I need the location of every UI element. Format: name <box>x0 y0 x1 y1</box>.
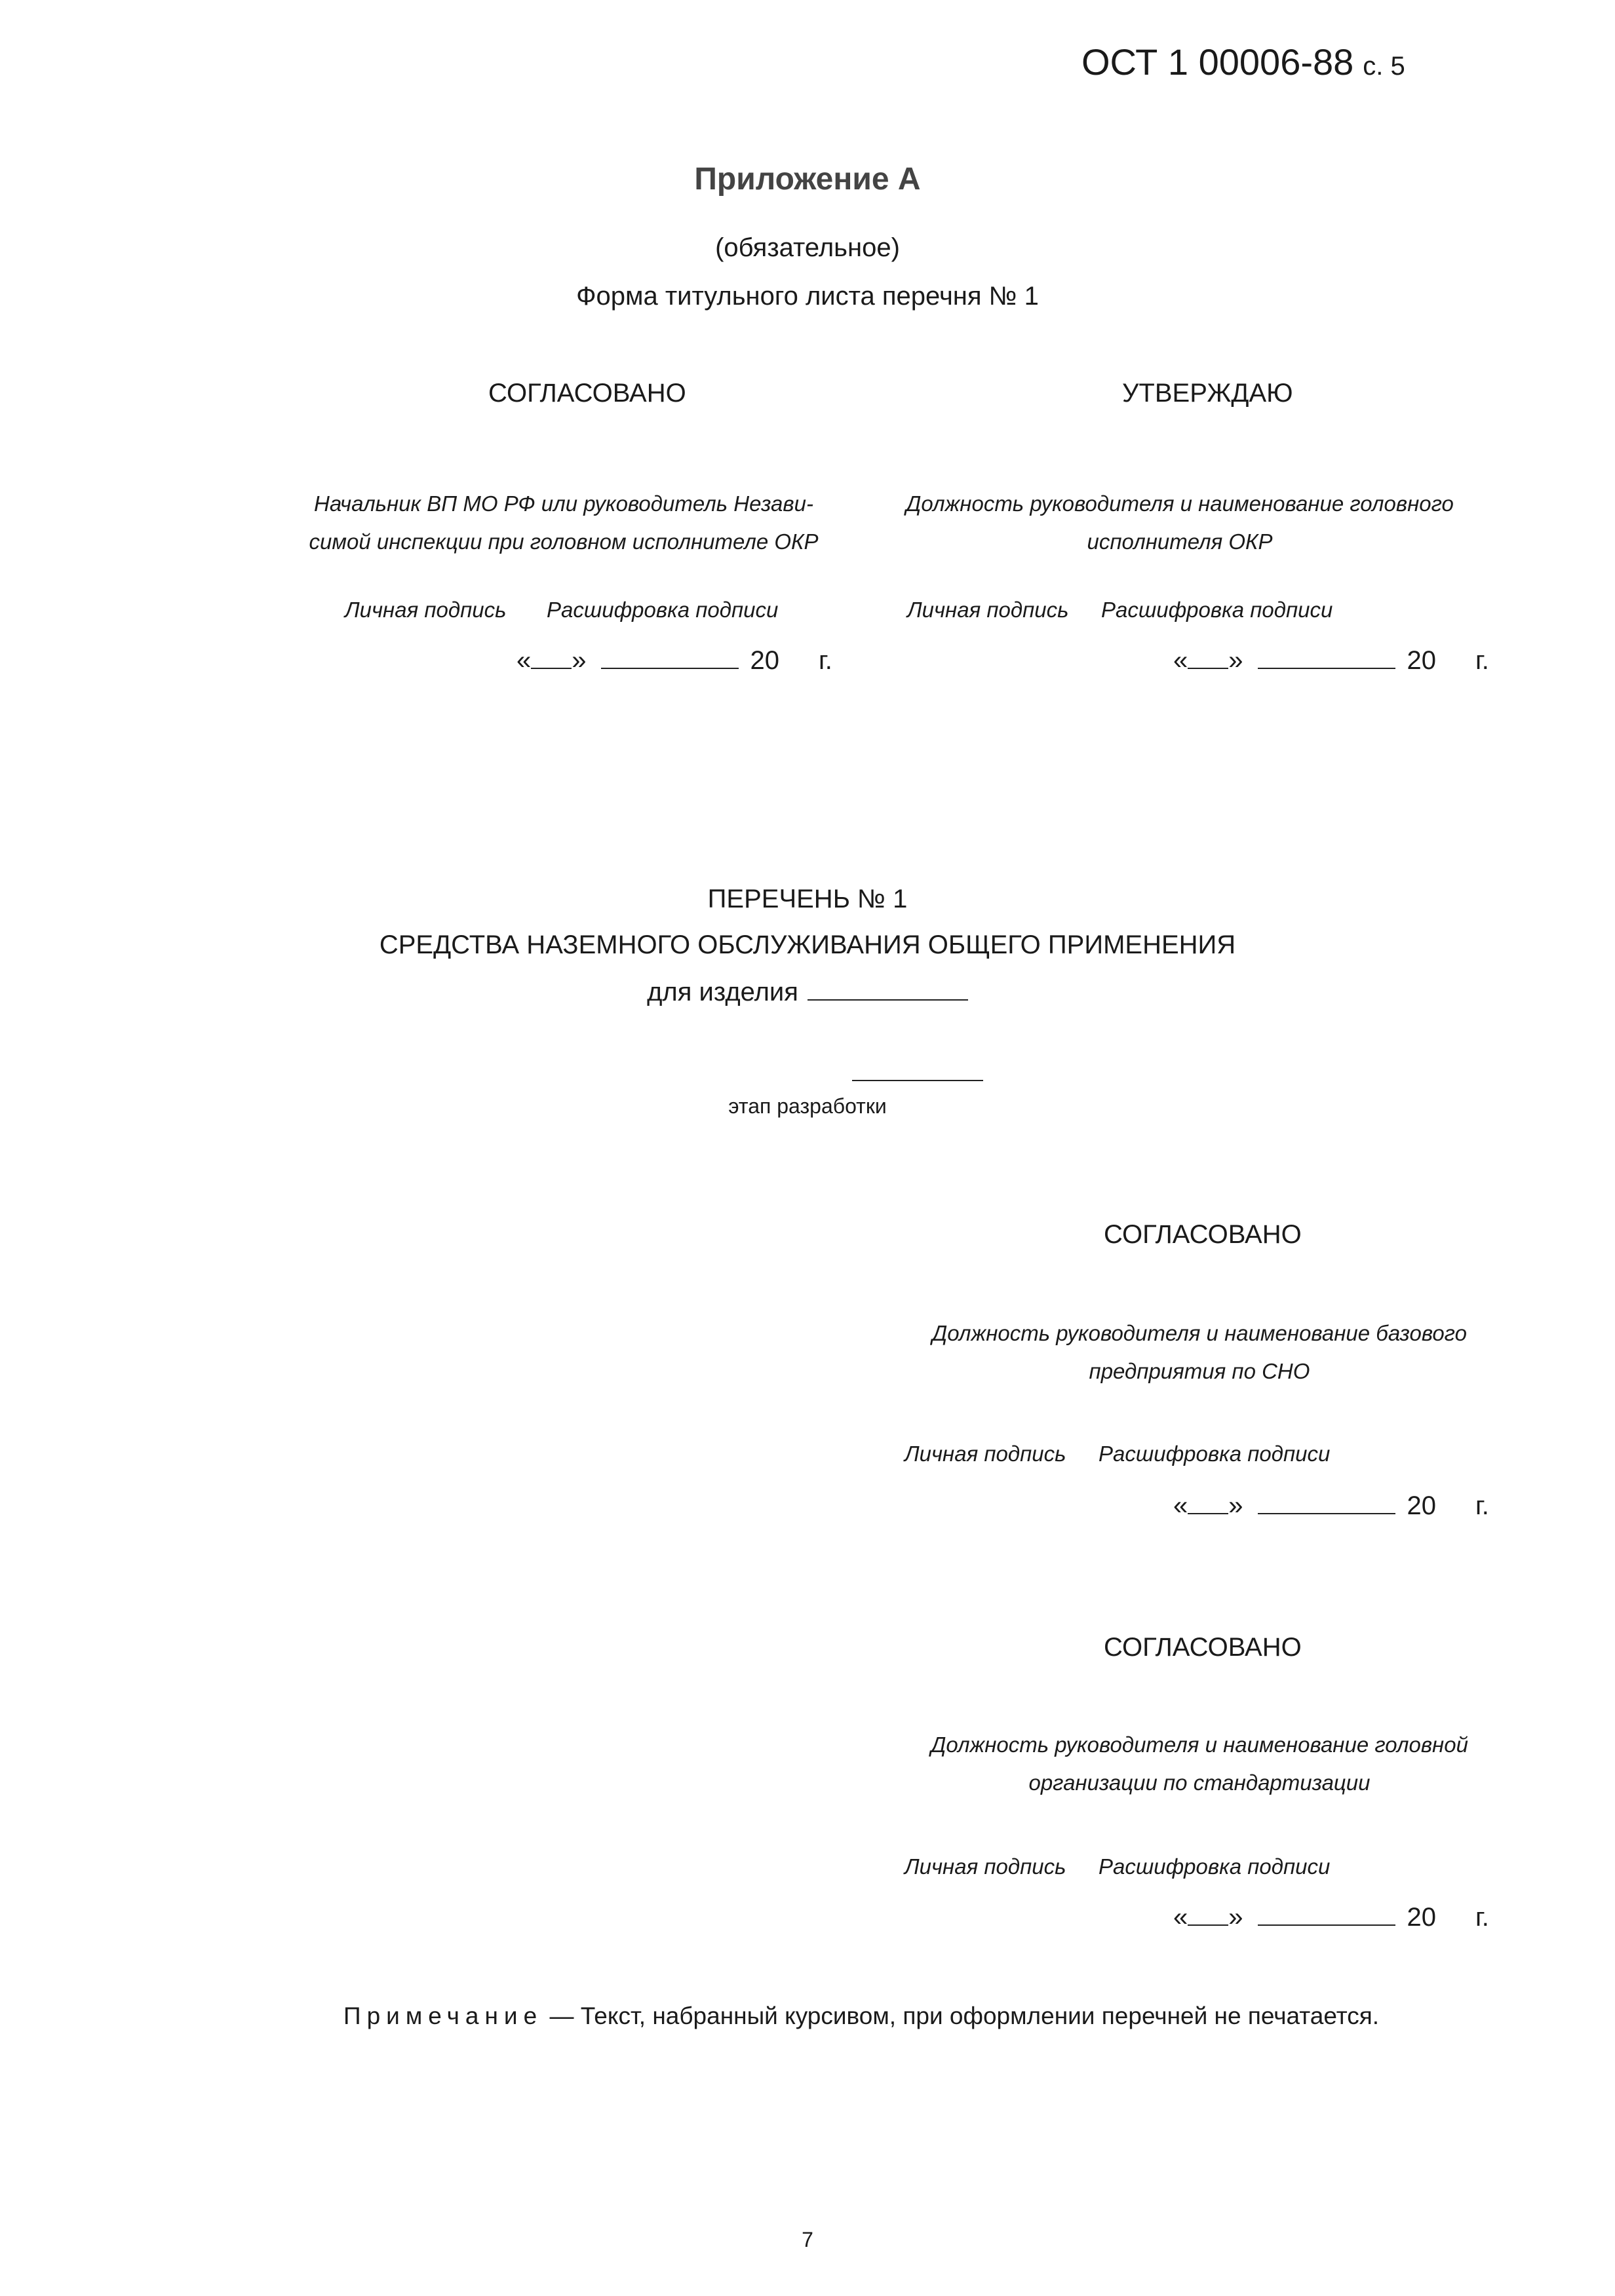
approval-left-position <box>302 485 826 561</box>
year-suffix: г. <box>1475 1491 1489 1520</box>
day-blank <box>1188 648 1228 669</box>
month-blank <box>1258 648 1395 669</box>
month-blank <box>1258 1905 1395 1926</box>
agreement-standard-decode-label: Расшифровка подписи <box>1099 1854 1331 1879</box>
appendix-title: Приложение А <box>694 162 921 197</box>
approval-left-heading: СОГЛАСОВАНО <box>488 379 686 408</box>
day-blank <box>1188 1905 1228 1926</box>
agreement-standard-heading: СОГЛАСОВАНО <box>1104 1633 1302 1662</box>
day-blank <box>531 648 572 669</box>
item-label: для изделия <box>647 978 798 1006</box>
position-line: Должность руководителя и наименование головной <box>931 1732 1468 1757</box>
month-blank <box>601 648 739 669</box>
date-quote-close: » <box>572 646 587 675</box>
approval-right-heading: УТВЕРЖДАЮ <box>1122 379 1293 408</box>
position-line: предприятия по СНО <box>1089 1359 1310 1383</box>
position-line: организации по стандартизации <box>1028 1770 1371 1795</box>
year-suffix: г. <box>1475 646 1489 675</box>
note-dash: — <box>543 2002 581 2029</box>
approval-right-signature-label: Личная подпись <box>907 598 1069 622</box>
approval-right-date <box>1173 646 1489 676</box>
approval-right-position <box>898 485 1462 561</box>
approval-left-decode-label: Расшифровка подписи <box>547 598 779 622</box>
position-line: симой инспекции при головном исполнителе ОКР <box>309 529 819 554</box>
list-subject: СРЕДСТВА НАЗЕМНОГО ОБСЛУЖИВАНИЯ ОБЩЕГО ПРИМЕНЕНИЯ <box>379 930 1236 959</box>
agreement-base-date <box>1173 1491 1489 1521</box>
year-prefix: 20 <box>1407 646 1436 675</box>
approval-left-signature-label: Личная подпись <box>345 598 507 622</box>
appendix-form-title: Форма титульного листа перечня № 1 <box>576 282 1039 311</box>
list-title: ПЕРЕЧЕНЬ № 1 <box>707 885 908 913</box>
page-number: 7 <box>802 2228 813 2251</box>
month-blank <box>1258 1493 1395 1514</box>
page-label: с. 5 <box>1363 52 1405 81</box>
stage-blank-line <box>852 1080 983 1081</box>
note-label: Примечание <box>343 2002 543 2029</box>
year-suffix: г. <box>819 646 832 675</box>
date-quote-open: « <box>1173 1903 1188 1932</box>
agreement-standard-date <box>1173 1903 1489 1932</box>
item-blank <box>808 980 968 1001</box>
agreement-standard-position <box>918 1726 1481 1802</box>
position-line: исполнителя ОКР <box>1087 529 1273 554</box>
appendix-status: (обязательное) <box>715 233 900 262</box>
date-quote-open: « <box>516 646 532 675</box>
approval-left-date <box>516 646 832 676</box>
agreement-base-decode-label: Расшифровка подписи <box>1099 1442 1331 1466</box>
year-prefix: 20 <box>1407 1491 1436 1520</box>
year-prefix: 20 <box>750 646 779 675</box>
date-quote-close: » <box>1228 646 1243 675</box>
standard-code: ОСТ 1 00006-88 <box>1081 41 1354 83</box>
year-suffix: г. <box>1475 1903 1489 1932</box>
year-prefix: 20 <box>1407 1903 1436 1932</box>
date-quote-close: » <box>1228 1903 1243 1932</box>
date-quote-open: « <box>1173 646 1188 675</box>
position-line: Начальник ВП МО РФ или руководитель Незави- <box>314 491 813 516</box>
standard-code-header <box>1081 41 1405 83</box>
agreement-standard-signature-label: Личная подпись <box>905 1854 1066 1879</box>
date-quote-close: » <box>1228 1491 1243 1520</box>
date-quote-open: « <box>1173 1491 1188 1520</box>
day-blank <box>1188 1493 1228 1514</box>
position-line: Должность руководителя и наименование базового <box>932 1321 1467 1345</box>
agreement-base-heading: СОГЛАСОВАНО <box>1104 1220 1302 1249</box>
agreement-base-position <box>918 1314 1481 1390</box>
note <box>343 2002 1379 2030</box>
note-text: Текст, набранный курсивом, при оформлении перечней не печатается. <box>580 2002 1380 2029</box>
stage-label: этап разработки <box>728 1094 887 1118</box>
list-item-line <box>0 978 1615 1007</box>
approval-right-decode-label: Расшифровка подписи <box>1101 598 1333 622</box>
position-line: Должность руководителя и наименование головного <box>906 491 1454 516</box>
agreement-base-signature-label: Личная подпись <box>905 1442 1066 1466</box>
